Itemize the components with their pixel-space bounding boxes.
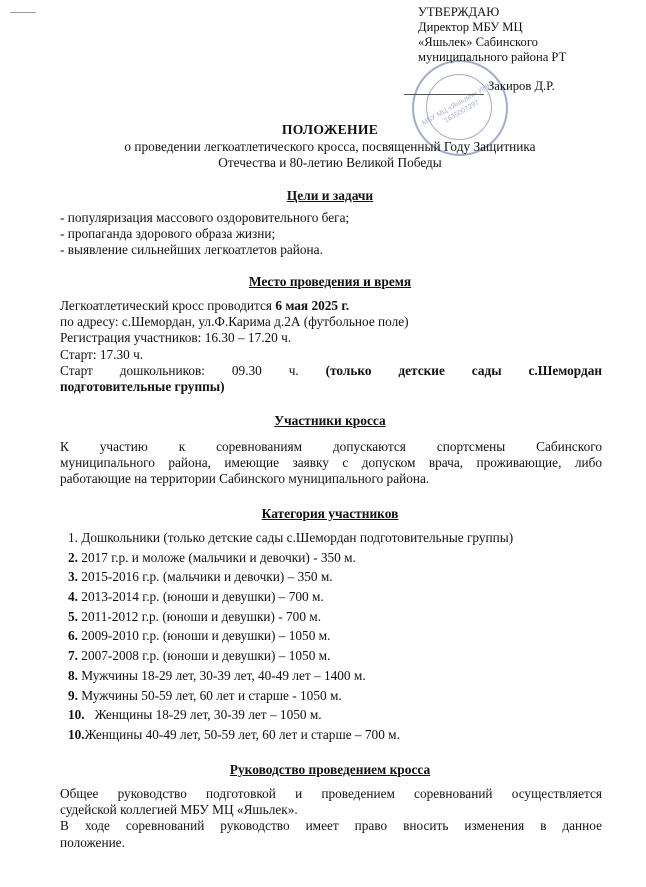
management-line2: судейской коллегией МБУ МЦ «Яшьлек».	[60, 802, 298, 818]
approval-title: УТВЕРЖДАЮ	[418, 5, 500, 19]
venue-preschool-start	[60, 363, 602, 379]
venue-start: Старт: 17.30 ч.	[60, 346, 144, 362]
approval-position: Директор МБУ МЦ	[418, 20, 523, 35]
scan-mark	[10, 12, 36, 13]
venue-intro: Легкоатлетический кросс проводится	[60, 298, 276, 313]
document-title-block	[60, 122, 600, 171]
document-title: ПОЛОЖЕНИЕ	[281, 122, 379, 137]
document-subtitle-line1: о проведении легкоатлетического кросса, посвященный Году Защитника	[124, 138, 536, 154]
participants-line1: К участию к соревнованиям допускаются спортсмены Сабинского	[60, 439, 602, 454]
venue-heading: Место проведения и время	[248, 274, 412, 289]
category-item: 4. 2013-2014 г.р. (юноши и девушки) – 700 м.	[68, 589, 324, 605]
category-item: 10. Женщины 18-29 лет, 30-39 лет – 1050 м.	[68, 707, 322, 723]
categories-list	[68, 530, 608, 747]
seal-text: МБУ МЦ «Яшьлек» ИНН 1635007297	[421, 81, 494, 128]
category-item: 1. Дошкольники (только детские сады с.Шемордан подготовительные группы)	[68, 530, 514, 545]
category-item: 9. Мужчины 50-59 лет, 60 лет и старше - 1050 м.	[68, 687, 342, 703]
management-line1: Общее руководство подготовкой и проведением соревнований осуществляется	[60, 786, 602, 801]
venue-block	[60, 298, 602, 395]
categories-heading: Категория участников	[261, 506, 399, 521]
category-item: 6. 2009-2010 г.р. (юноши и девушки) – 1050 м.	[68, 628, 331, 644]
participants-block	[60, 439, 602, 488]
category-item: 8. Мужчины 18-29 лет, 30-39 лет, 40-49 лет – 1400 м.	[68, 667, 366, 683]
venue-address: по адресу: с.Шемордан, ул.Ф.Карима д.2А (футбольное поле)	[60, 314, 409, 330]
goal-item: - популяризация массового оздоровительного бега;	[60, 210, 350, 225]
document-subtitle-line2: Отечества и 80-летию Великой Победы	[218, 154, 442, 170]
goals-list	[60, 210, 602, 259]
approval-district: муниципального района РТ	[418, 50, 567, 65]
management-heading: Руководство проведением кросса	[229, 762, 431, 777]
management-line3: В ходе соревнований руководство имеет право вносить изменения в данное	[60, 818, 602, 834]
goals-heading: Цели и задачи	[286, 188, 374, 203]
approval-block	[418, 5, 643, 95]
management-line4: положение.	[60, 834, 125, 850]
participants-line2: муниципального района, имеющие заявку с допуском врача, проживающие, либо	[60, 455, 602, 471]
signature-line	[418, 79, 643, 94]
venue-preschool-note-cont	[60, 379, 602, 395]
approval-signer: Закиров Д.Р.	[488, 79, 555, 94]
venue-date: 6 мая 2025 г.	[275, 298, 350, 313]
preschool-note-cont: подготовительные группы)	[60, 379, 225, 395]
approval-org: «Яшьлек» Сабинского	[418, 35, 538, 50]
venue-line-date	[60, 298, 602, 314]
category-item: 3. 2015-2016 г.р. (мальчики и девочки) – 350 м.	[68, 569, 333, 585]
participants-line3: работающие на территории Сабинского муниципального района.	[60, 471, 430, 487]
goal-item: - пропаганда здорового образа жизни;	[60, 226, 276, 242]
category-item: 5. 2011-2012 г.р. (юноши и девушки) - 700 м.	[68, 608, 322, 624]
goal-item: - выявление сильнейших легкоатлетов района.	[60, 242, 323, 258]
preschool-note: (только детские сады с.Шемордан	[325, 362, 603, 378]
category-item: 2. 2017 г.р. и моложе (мальчики и девочки) - 350 м.	[68, 549, 356, 565]
category-item: 10.Женщины 40-49 лет, 50-59 лет, 60 лет и старше – 700 м.	[68, 726, 400, 742]
venue-registration: Регистрация участников: 16.30 – 17.20 ч.	[60, 330, 292, 346]
signature-underline	[404, 94, 484, 95]
category-item: 7. 2007-2008 г.р. (юноши и девушки) – 1050 м.	[68, 648, 331, 664]
preschool-start-time: Старт дошкольников: 09.30 ч.	[60, 362, 326, 378]
participants-heading: Участники кросса	[274, 413, 386, 428]
management-block	[60, 786, 602, 851]
